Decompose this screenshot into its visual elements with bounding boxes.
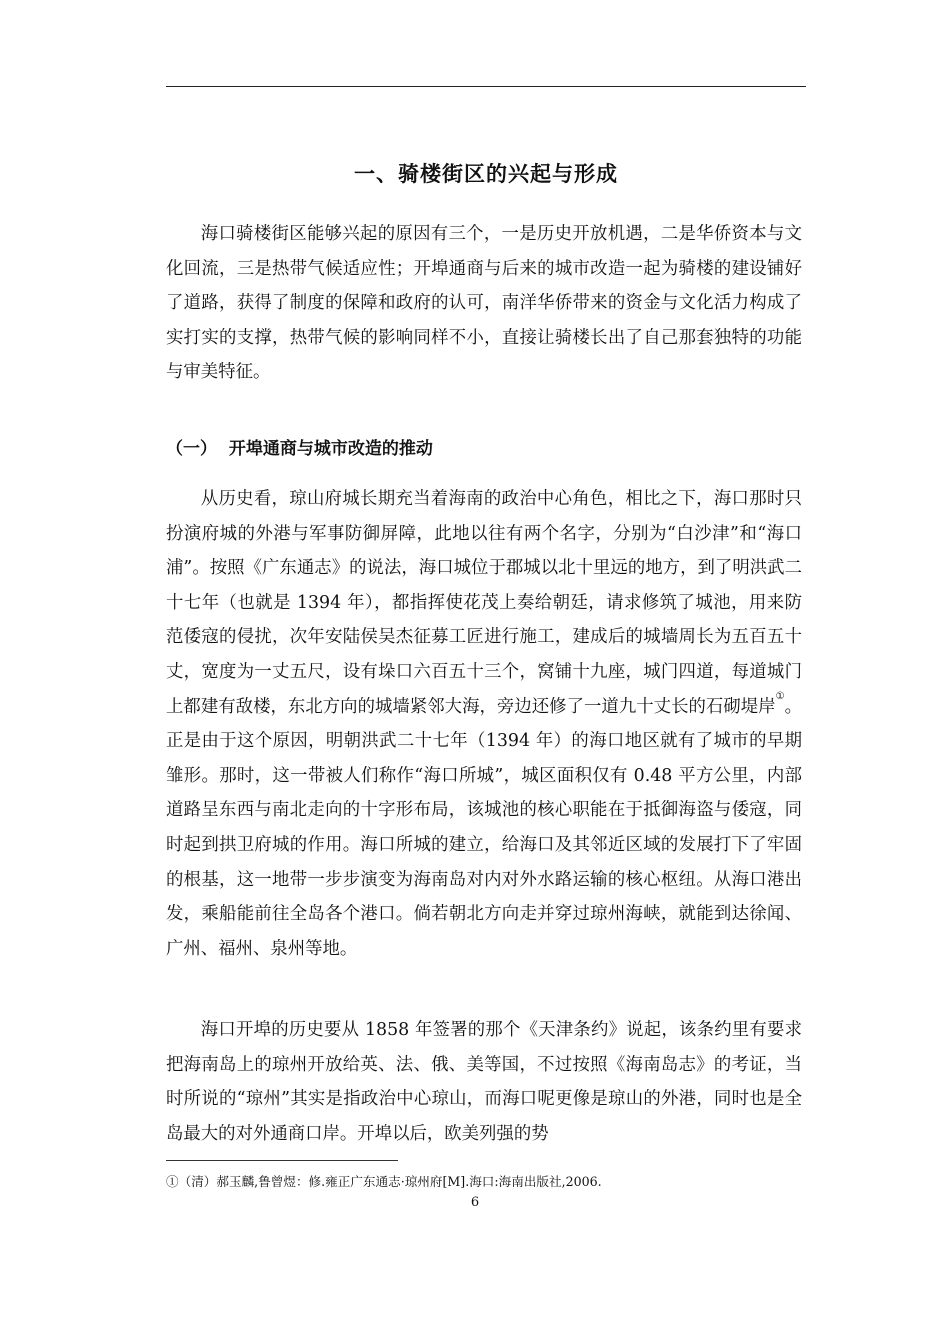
page-number: 6 [470, 1195, 480, 1210]
section-title: 一、骑楼街区的兴起与形成 [354, 162, 618, 186]
paragraph-2 [166, 482, 802, 966]
footnote: ①（清）郝玉麟,鲁曾煜：修.雍正广东通志·琼州府[M].海口:海南出版社,2006. [166, 1174, 602, 1189]
paragraph-1: 海口骑楼街区能够兴起的原因有三个，一是历史开放机遇，二是华侨资本与文化回流，三是热带气候适应性；开埠通商与后来的城市改造一起为骑楼的建设铺好了道路，获得了制度的保障和政府的认可，南洋华侨带来的资金与文化活力构成了实打实的支撑，热带气候的影响同样不小，直接让骑楼长出了自己那套独特的功能与审美特征。 [166, 224, 802, 383]
footnote-rule [166, 1160, 398, 1161]
footnote-reference[interactable]: ① [775, 690, 785, 702]
header-rule [166, 86, 806, 87]
paragraph-2-part2: 。正是由于这个原因，明朝洪武二十七年（1394 年）的海口地区就有了城市的早期雏形。那时，这一带被人们称作“海口所城”，城区面积仅有 0.48 平方公里，内部道路呈东西与南北走向的十字形布局，该城池的核心职能在于抵御海盗与倭寇，同时起到拱卫府城的作用。海口所城的建立，给海口及其邻近区域的发展打下了牢固的根基，这一地带一步步演变为海南岛对内对外水路运输的核心枢纽。从海口港出发，乘船能前往全岛各个港口。倘若朝北方向走并穿过琼州海峡，就能到达徐闻、广州、福州、泉州等地。 [166, 696, 802, 959]
paragraph-3: 海口开埠的历史要从 1858 年签署的那个《天津条约》说起，该条约里有要求把海南岛上的琼州开放给英、法、俄、美等国，不过按照《海南岛志》的考证，当时所说的“琼州”其实是指政治中心琼山，而海口呢更像是琼山的外港，同时也是全岛最大的对外通商口岸。开埠以后，欧美列强的势 [166, 1020, 802, 1144]
subsection-title: （一） 开埠通商与城市改造的推动 [166, 439, 433, 459]
paragraph-2-part1: 从历史看，琼山府城长期充当着海南的政治中心角色，相比之下，海口那时只扮演府城的外港与军事防御屏障，此地以往有两个名字，分别为“白沙津”和“海口浦”。按照《广东通志》的说法，海口城位于郡城以北十里远的地方，到了明洪武二十七年（也就是 1394 年），都指挥使花茂上奏给朝廷，请求修筑了城池，用来防范倭寇的侵扰，次年安陆侯吴杰征募工匠进行施工，建成后的城墙周长为五百五十丈，宽度为一丈五尺，设有垛口六百五十三个，窝铺十九座，城门四道，每道城门上都建有敌楼，东北方向的城墙紧邻大海，旁边还修了一道九十丈长的石砌堤岸 [166, 489, 802, 717]
